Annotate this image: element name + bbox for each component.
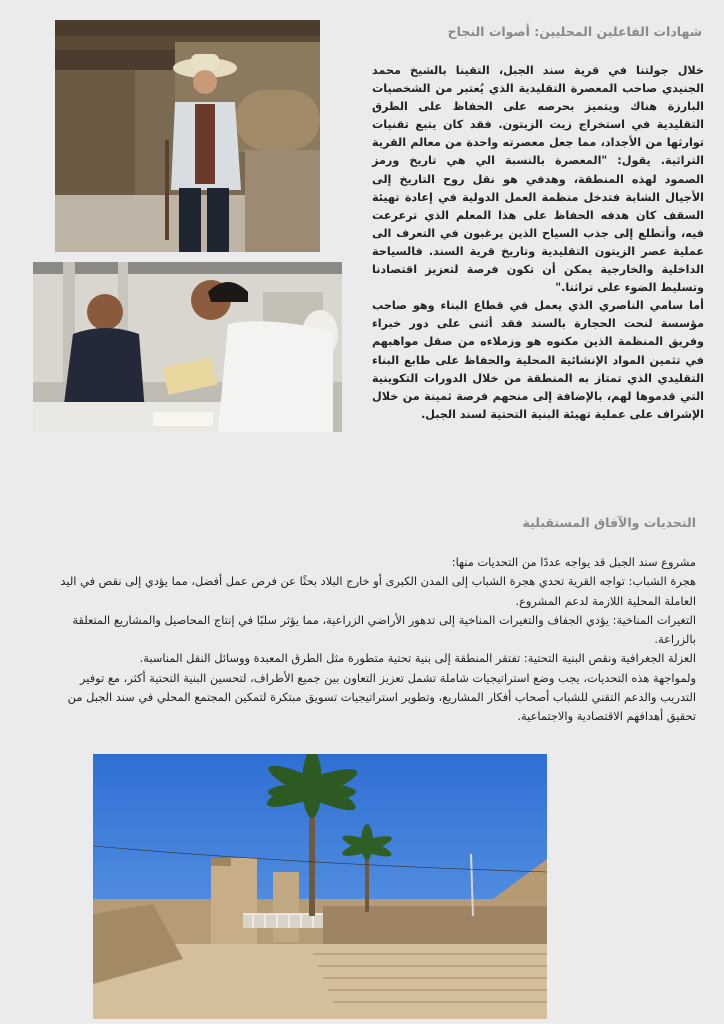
- sened-village-photo: [93, 754, 547, 1019]
- olive-press-owner-photo: [55, 20, 320, 252]
- challenges-paragraph: مشروع سند الجبل قد يواجه عددًا من التحديات منها:: [451, 555, 696, 569]
- section-heading-testimonials: شهادات الفاعلين المحليين: أصوات النجاح: [447, 24, 702, 39]
- challenges-paragraph: العزلة الجغرافية ونقص البنية التحتية: تفتقر المنطقة إلى بنية تحتية متطورة مثل الطرق المعبدة ووسائل النقل المناسبة.: [139, 651, 696, 666]
- challenges-body: [53, 553, 696, 727]
- testimonial-paragraph: أما سامي الناصري الذي يعمل في قطاع البناء وهو صاحب مؤسسة لنحت الحجارة بالسند فقد أثنى على دور خبراء وفريق المنظمة الذين مكنوه هو وزملاءه من صقل مواهبهم في تثمين المواد الإنشائية المحلية والحفاظ على طابع البناء التقليدي الذي تمتاز به المنطقة من خلال الدورات التكوينية التي قدموها لهم، بالإضافة إلى منحهم فرصة ثمينة من خلال الإشراف على عملية تهيئة البنية التحتية لسند الجبل.: [372, 299, 704, 421]
- challenges-paragraph: هجرة الشباب: تواجه القرية تحدي هجرة الشباب إلى المدن الكبرى أو خارج البلاد بحثًا عن فرص عمل أفضل، مما يؤدي إلى نقص في اليد العاملة المحلية اللازمة لدعم المشروع.: [60, 574, 696, 608]
- training-meeting-photo: [33, 262, 342, 432]
- testimonials-body: [372, 62, 704, 424]
- challenges-paragraph: ولمواجهة هذه التحديات، يجب وضع استراتيجيات شاملة تشمل تعزيز التعاون بين جميع الأطراف، لتحسين البنية التحتية أكثر، مع توفير التدريب والدعم التقني للشباب أصحاب أفكار المشاريع، وتطوير استراتيجيات تسويق مبتكرة لتمكين المجتمع المحلي في سند الجبل من تحقيق أهدافهم الاقتصادية والاجتماعية.: [67, 670, 696, 724]
- section-heading-challenges: التحديات والآفاق المستقبلية: [522, 515, 696, 530]
- testimonial-paragraph: خلال جولتنا في قرية سند الجبل، التقينا بالشيخ محمد الجنيدي صاحب المعصرة التقليدية الذي يُعتبر من الشخصيات البارزة هناك ويتميز بحرصه على الحفاظ على الطرق التقليدية في استخراج زيت الزيتون. فقد كان يتبع تقنيات توارثها من الأجداد، مما جعل معصرته واحدة من معالم القرية التراثية. يقول: "المعصرة بالنسبة الي هي تاريخ ورمز الصمود لهذه المنطقة، وهدفي هو نقل روح التاريخ إلى الأجيال الشابة فتدخل منظمة العمل الدولية في إعادة تهيئة السقف كان هدفه الحفاظ على هذا المعلم الذي ترعرعت فيه، وأتطلع إلى جذب السياح الذين يرغبون في التعرف الى عملية عصر الزيتون التقليدية وتاريخ قرية السند. فالسياحة الداخلية والخارجية يمكن أن تكون فرصة لتعزيز اقتصادنا وتسليط الضوء على تراثنا.": [372, 64, 704, 295]
- challenges-paragraph: التغيرات المناخية: يؤدي الجفاف والتغيرات المناخية إلى تدهور الأراضي الزراعية، مما يؤثر سلبًا في إنتاج المحاصيل والمشاريع المتعلقة بالزراعة.: [72, 612, 696, 647]
